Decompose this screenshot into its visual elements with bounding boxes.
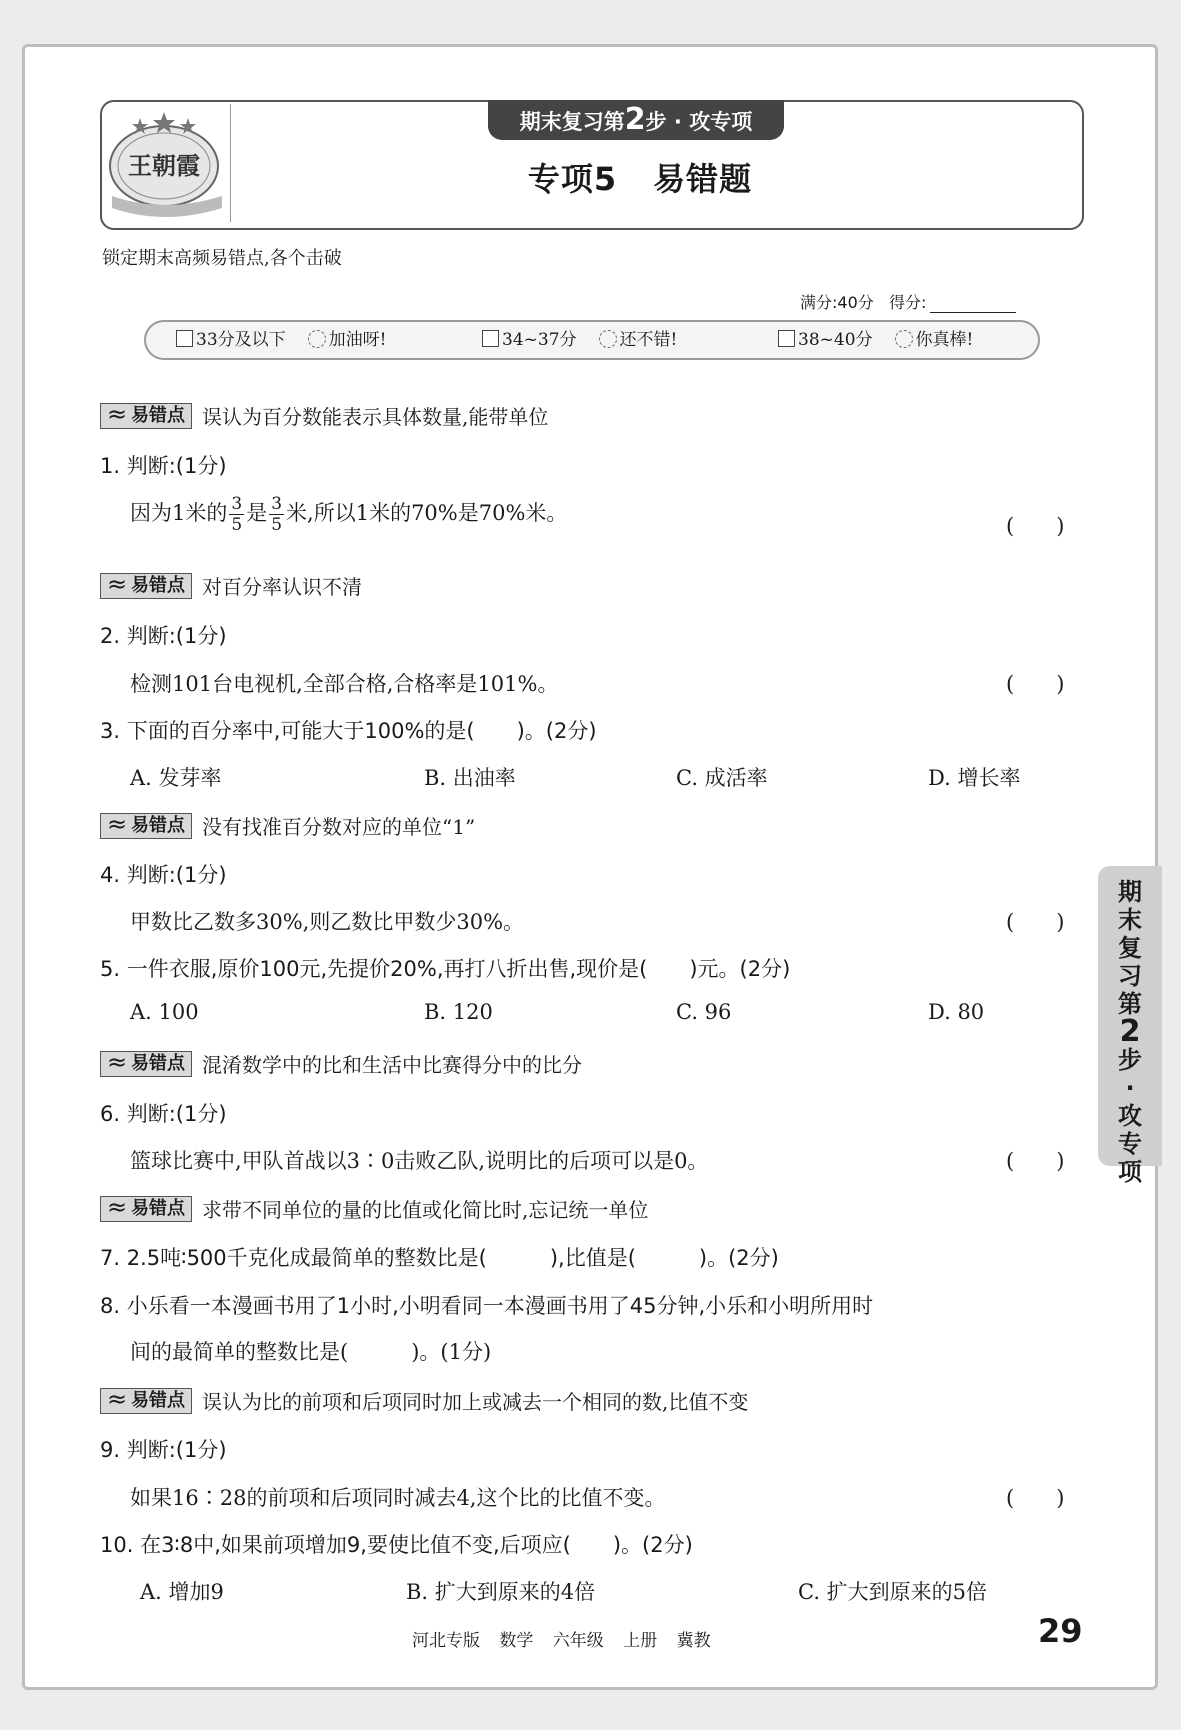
fraction-denominator: 5: [231, 515, 243, 535]
error-point: [100, 571, 362, 597]
svg-text:王朝霞: 王朝霞: [128, 151, 200, 180]
question-8-line-1: 8. 小乐看一本漫画书用了1小时,小明看同一本漫画书用了45分钟,小乐和小明所用时: [100, 1294, 874, 1318]
smiley-icon: [599, 330, 617, 348]
score-line: [800, 290, 1016, 313]
step-tab: [488, 100, 784, 140]
fraction-denominator: 5: [271, 515, 283, 535]
question-3: 3. 下面的百分率中,可能大于100%的是( )。(2分): [100, 719, 597, 743]
question-2-head: 2. 判断:(1分): [100, 624, 227, 648]
error-point: [100, 1049, 582, 1075]
title-text: 易错题: [653, 160, 753, 198]
rating-checkbox[interactable]: [778, 330, 795, 347]
score-blank[interactable]: [930, 296, 1016, 313]
rating-comment: 还不错!: [619, 330, 678, 350]
question-2-body: 检测101台电视机,全部合格,合格率是101%。: [130, 672, 559, 696]
smiley-icon: [308, 330, 326, 348]
error-point-text: 求带不同单位的量的比值或化简比时,忘记统一单位: [202, 1198, 649, 1222]
option[interactable]: D. 增长率: [928, 766, 1021, 790]
rating-checkbox[interactable]: [482, 330, 499, 347]
error-point-text: 对百分率认识不清: [202, 575, 362, 599]
question-5: 5. 一件衣服,原价100元,先提价20%,再打八折出售,现价是( )元。(2分): [100, 957, 791, 981]
q1-text-post: 米,所以1米的70%是70%米。: [286, 501, 568, 525]
footer-text: 河北专版 数学 六年级 上册 冀教: [412, 1631, 711, 1651]
question-6-body: 篮球比赛中,甲队首战以3∶0击败乙队,说明比的后项可以是0。: [130, 1149, 709, 1173]
error-point-text: 没有找准百分数对应的单位“1”: [202, 815, 476, 839]
question-10: 10. 在3∶8中,如果前项增加9,要使比值不变,后项应( )。(2分): [100, 1533, 693, 1557]
rating-bar: [144, 320, 1040, 360]
error-point-text: 误认为比的前项和后项同时加上或减去一个相同的数,比值不变: [202, 1390, 749, 1414]
answer-paren[interactable]: ( ): [1006, 1149, 1065, 1173]
step-tab-pre: 期末复习第: [519, 110, 625, 134]
side-tab-post: 步·攻专项: [1118, 1046, 1142, 1186]
question-7: 7. 2.5吨∶500千克化成最简单的整数比是( ),比值是( )。(2分): [100, 1246, 779, 1270]
brand-logo: [104, 104, 230, 222]
question-4-body: 甲数比乙数多30%,则乙数比甲数少30%。: [130, 910, 525, 934]
question-9-body: 如果16∶28的前项和后项同时减去4,这个比的比值不变。: [130, 1486, 666, 1510]
rating-checkbox[interactable]: [176, 330, 193, 347]
score-label: 得分:: [889, 293, 927, 312]
side-tab-pre: 期末复习第: [1118, 878, 1142, 1018]
error-point: [100, 1194, 648, 1220]
option[interactable]: C. 扩大到原来的5倍: [798, 1580, 988, 1604]
error-point-text: 误认为百分数能表示具体数量,能带单位: [202, 405, 549, 429]
question-8-line-2: 间的最简单的整数比是( )。(1分): [130, 1340, 492, 1364]
error-point-text: 混淆数学中的比和生活中比赛得分中的比分: [202, 1053, 582, 1077]
error-point-tag: ≈ 易错点: [100, 1196, 192, 1222]
option[interactable]: D. 80: [928, 1000, 985, 1024]
error-point-tag: ≈ 易错点: [100, 1051, 192, 1077]
fraction-numerator: 3: [231, 494, 243, 514]
option[interactable]: A. 发芽率: [130, 766, 222, 790]
option[interactable]: C. 96: [676, 1000, 732, 1024]
rating-item: [176, 328, 386, 352]
error-point-tag: ≈ 易错点: [100, 1388, 192, 1414]
intro-text: 锁定期末高频易错点,各个击破: [102, 248, 342, 269]
error-point: [100, 401, 548, 427]
side-tab: [1098, 866, 1162, 1186]
q1-text-pre: 因为1米的: [130, 501, 228, 525]
smiley-icon: [895, 330, 913, 348]
rating-comment: 你真棒!: [915, 330, 974, 350]
rating-range: 34~37分: [502, 330, 577, 350]
error-point-tag: ≈ 易错点: [100, 573, 192, 599]
full-score: 满分:40分: [800, 293, 874, 312]
option[interactable]: C. 成活率: [676, 766, 768, 790]
step-tab-post: 步 · 攻专项: [645, 110, 753, 134]
page-number: 29: [1038, 1612, 1083, 1650]
option[interactable]: B. 扩大到原来的4倍: [406, 1580, 596, 1604]
option[interactable]: A. 100: [130, 1000, 199, 1024]
q1-text-mid: 是: [246, 501, 268, 525]
option[interactable]: B. 出油率: [424, 766, 516, 790]
answer-paren[interactable]: ( ): [1006, 514, 1065, 538]
fraction: [269, 494, 284, 535]
rating-item: [482, 328, 677, 352]
option[interactable]: B. 120: [424, 1000, 493, 1024]
rating-item: [778, 328, 973, 352]
side-tab-num: 2: [1119, 1014, 1141, 1049]
header-divider: [230, 104, 231, 222]
step-tab-num: 2: [624, 102, 646, 137]
error-point: [100, 1386, 748, 1412]
fraction-numerator: 3: [271, 494, 283, 514]
answer-paren[interactable]: ( ): [1006, 910, 1065, 934]
error-point: [100, 811, 475, 837]
fraction: [229, 494, 244, 535]
title-number: 专项5: [527, 160, 618, 198]
question-9-head: 9. 判断:(1分): [100, 1438, 227, 1462]
option[interactable]: A. 增加9: [140, 1580, 224, 1604]
question-1-body: [130, 494, 567, 535]
rating-comment: 加油呀!: [328, 330, 387, 350]
answer-paren[interactable]: ( ): [1006, 672, 1065, 696]
answer-paren[interactable]: ( ): [1006, 1486, 1065, 1510]
error-point-tag: ≈ 易错点: [100, 403, 192, 429]
error-point-tag: ≈ 易错点: [100, 813, 192, 839]
question-1-head: 1. 判断:(1分): [100, 454, 227, 478]
rating-range: 38~40分: [798, 330, 873, 350]
page-title: [420, 154, 860, 200]
question-6-head: 6. 判断:(1分): [100, 1102, 227, 1126]
rating-range: 33分及以下: [196, 330, 286, 350]
question-4-head: 4. 判断:(1分): [100, 863, 227, 887]
